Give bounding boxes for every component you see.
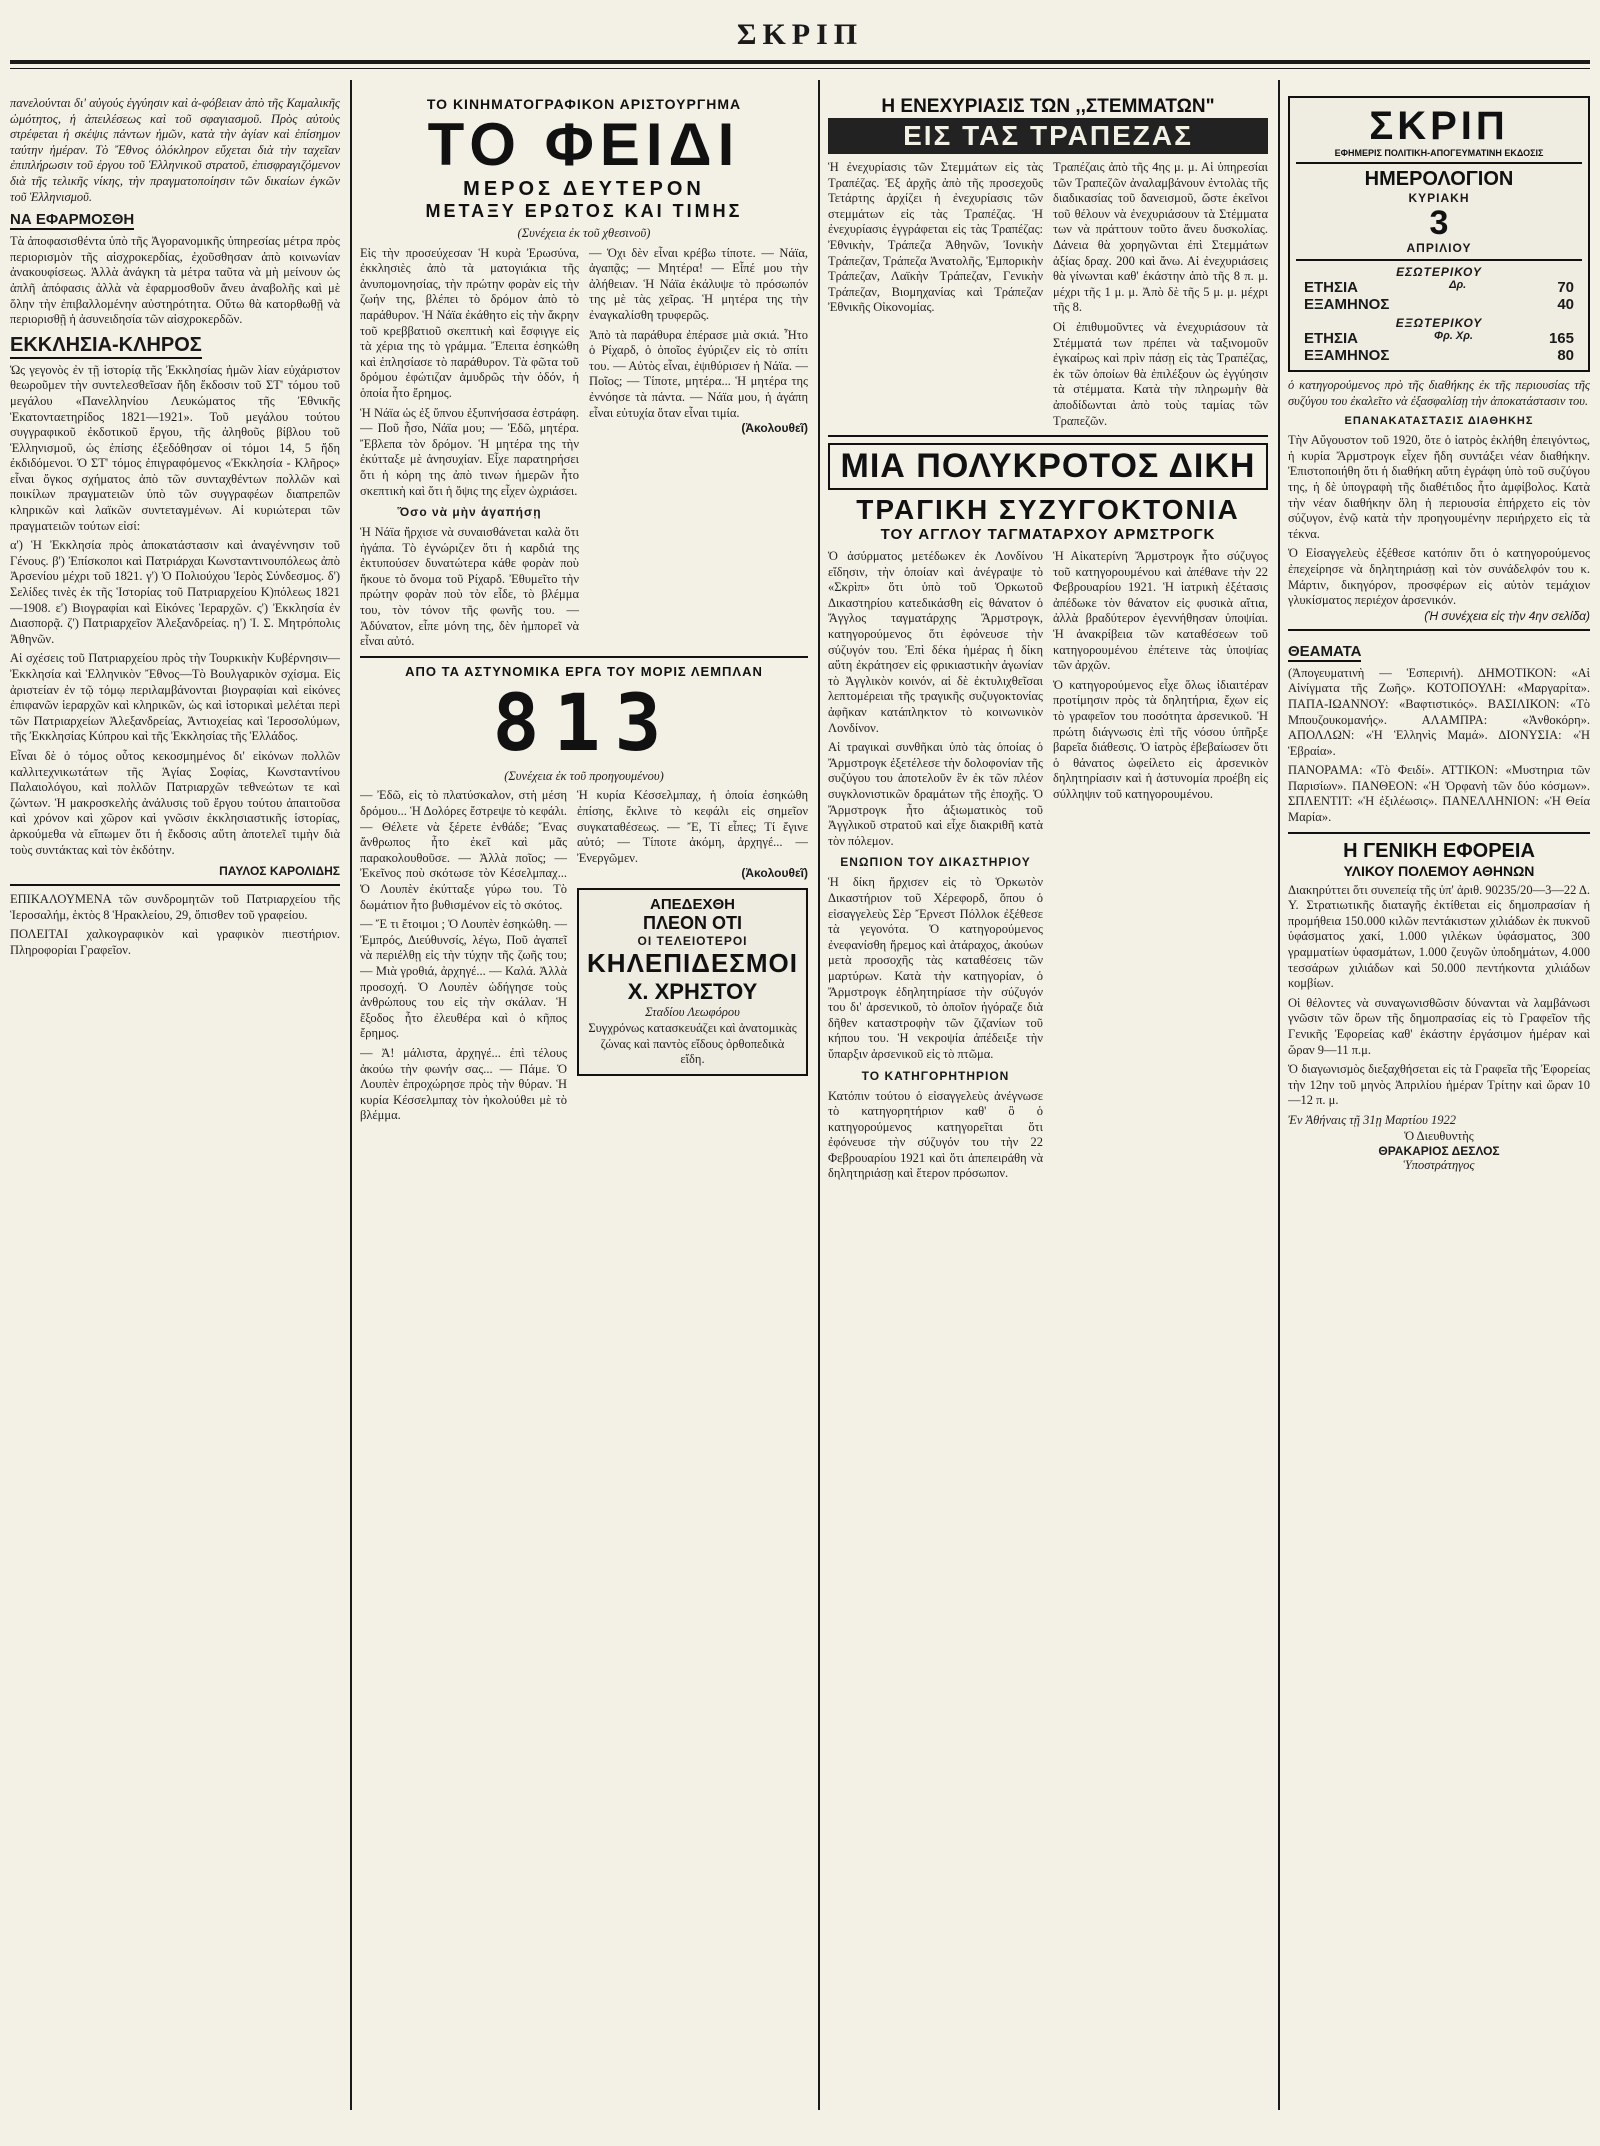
- article-paragraph: Αἱ τραγικαὶ συνθῆκαι ὑπὸ τὰς ὁποίας ὁ Ἄρμστρογκ ἐξετέλεσε τὴν δολοφονίαν τῆς συζύγου του ἀποτελοῦν ἓν ἐκ τῶν πλέον συγκλονιστικῶν δραμάτων τῆς ἐποχῆς. Ὁ Ἄρμστρογκ ἦτο ἀξιωματικὸς τοῦ Ἀγγλικοῦ στρατοῦ καὶ εἶχε διακριθῆ κατὰ τὸν πόλεμον.: [828, 740, 1043, 848]
- divider: [10, 884, 340, 886]
- serial-paragraph: — Ἀ! μάλιστα, ἀρχηγέ... ἐπὶ τέλους ἀκούω τὴν φωνήν σας... — Πάμε. Ὁ Λουπὲν ἐπροχώρησε πρὸς τὴν θύραν. Ἡ κυρία Κέσσελμπαχ τὸν ἠκολούθει μὲ τὸ βλέμμα.: [360, 1045, 568, 1123]
- masthead-rule-thin: [10, 68, 1590, 69]
- serial-continued: (Ἀκολουθεῖ): [741, 866, 808, 881]
- calendar-title: ΗΜΕΡΟΛΟΓΙΟΝ: [1364, 168, 1514, 190]
- rate-value: 80: [1557, 347, 1574, 364]
- rate-currency: Δρ.: [1449, 279, 1467, 291]
- cinema-listings: ΠΑΝΟΡΑΜΑ: «Τὸ Φειδί». ΑΤΤΙΚΟΝ: «Μυστηρια τῶν Παρισίων». ΠΑΝΘΕΟΝ: «Ἡ Ὀρφανὴ τῶν δύο κόσμων». ΣΠΛΕΝΤΙΤ: «Ἡ ἐξιλέωσις». ΠΑΝΕΛΛΗΝΙΟΝ: «Ἡ Θεία Μαρία».: [1288, 763, 1590, 825]
- divider: [1296, 259, 1582, 261]
- theatre-listings: (Ἀπογευματινὴ — Ἑσπερινή). ΔΗΜΟΤΙΚΟΝ: «Αἱ Αἰνίγματα τῆς Ζωῆς». ΚΟΤΟΠΟΥΛΗ: «Μαργαρίτα». ΠΑΠΑ-ΙΩΑΝΝΟΥ: «Βαφτιστικός». ΒΑΣΙΛΙΚΟΝ: «Τὸ Μπουζουκομανής». ΑΛΑΜΠΡΑ: «Ἀνθοκόρη». ΑΠΟΛΛΩΝ: «Ἡ Ἑλληνὶς Μαμά». ΔΙΟΝΥΣΙΑ: «Ἡ Ἑβραία».: [1288, 665, 1590, 758]
- rate-currency: Φρ. Χρ.: [1434, 330, 1473, 342]
- serial-kicker: ΤΟ ΚΙΝΗΜΑΤΟΓΡΑΦΙΚΟΝ ΑΡΙΣΤΟΥΡΓΗΜΑ: [426, 96, 742, 112]
- serial-banner: ΑΠΟ ΤΑ ΑΣΤΥΝΟΜΙΚΑ ΕΡΓΑ ΤΟΥ ΜΟΡΙΣ ΛΕΜΠΛΑΝ: [405, 663, 763, 679]
- serial-paragraph: Ἡ κυρία Κέσσελμπαχ, ἡ ὁποία ἐσηκώθη ἐπίσης, ἔκλινε τὸ κεφάλι εἰς σημεῖον συγκαταθέσεως. — Ἔ, Τί εἶπες; Τί ἔγινε αὐτό; — Τίποτε ἀκόμη, ἀρχηγέ... — Ἐνεργῶμεν.: [577, 788, 808, 865]
- article-paragraph: Τὴν Αὔγουστον τοῦ 1920, ὅτε ὁ ἰατρὸς ἐκλήθη ἐπειγόντως, ἡ κυρία Ἄρμστρογκ εἶχεν ἤδη συντάξει νέαν διαθήκην. Ἐπιστοποιήθη ὅτι ἡ διαθήκη αὕτη ἐγράφη ὑπὸ τοῦ συζύγου της, ἡ δὲ ὑπογραφὴ τῆς διαθέτιδος ἦτο ἀμφίβολος. Κατὰ τὴν νέαν διαθήκην ὅλη ἡ περιουσία ἐπήρχετο εἰς τὸν σύζυγον, ἐνῷ κατὰ τὴν προηγουμένην περιήρχετο εἰς τὰ τέκνα.: [1288, 433, 1590, 541]
- serial-paragraph: Εἰς τὴν προσεύχεσαν Ἡ κυρὰ Ἐρωσύνα, ἐκκλησιὲς ἀπὸ τὰ ματογιάκια τῆς ἀνυπομονησίας, τὴν πρώτην φορὰν εἰς τὴν ζωήν της, βλέπει τὸ δρόμον ἀπὸ τὸ παράθυρον. Ἡ Νάϊα ἐκάθητο εἰς τὴν ἄκρην τοῦ κρεββατιοῦ σκεπτικὴ καὶ ἔσφιγγε εἰς τὰ χέρια της τὸ γράμμα. Ἔπειτα ἐσηκώθη καὶ ἐπλησίασε τὸ παράθυρον. Τὰ φῶτα τοῦ δρόμου ἐφώτιζαν ἀμυδρῶς τὴν ὁδόν, ἡ ὁποία ἦτο ἔρημος.: [360, 245, 579, 400]
- article-subheading: ΤΟ ΚΑΤΗΓΟΡΗΤΗΡΙΟΝ: [861, 1068, 1010, 1083]
- rate-label: ΕΤΗΣΙΑ: [1304, 330, 1359, 347]
- calendar-date: 3: [1429, 204, 1449, 242]
- article-subheading: ΕΠΑΝΑΚΑΤΑΣΤΑΣΙΣ ΔΙΑΘΗΚΗΣ: [1344, 415, 1534, 428]
- serial-continued: (Ἀκολουθεῖ): [741, 421, 808, 436]
- article-paragraph: Κατόπιν τούτου ὁ εἰσαγγελεὺς ἀνέγνωσε τὸ κατηγορητήριον καθ' ὃ ὁ κατηγορούμενος κατηγορεῖται ὅτι ἐφόνευσε τὴν σύζυγόν του τὴν 22 Φεβρουαρίου 1921 καὶ ὅτι ἀπεπειράθη νὰ δηλητηριάσῃ καὶ ἕτερον πρόσωπον.: [828, 1088, 1043, 1181]
- masthead-title: ΣΚΡΙΠ: [736, 18, 864, 51]
- ad-maker: Χ. ΧΡΗΣΤΟΥ: [627, 979, 758, 1005]
- serial-paragraph: — Ἐδῶ, εἰς τὸ πλατύσκαλον, στὴ μέση δρόμου... Ἡ Δολόρες ἔστρεψε τὸ κεφάλι. — Θέλετε νὰ ξέρετε ἐνθάδε; Ἔνας ἄνθρωπος ἦτο ἐκεῖ καὶ μᾶς παρακολουθοῦσε. — Ἀλλὰ ποῖος; — Ἐκεῖνος ποὺ σκότωσε τὸν Κέσελμπαχ... Ὁ Λουπὲν ἐκύτταξε γύρω του. Τὸ δωμάτιον ἦτο βυθισμένον εἰς τὸ σκότος.: [360, 788, 568, 912]
- serial-part: ΜΕΡΟΣ ΔΕΥΤΕΡΟΝ: [463, 178, 705, 200]
- advertisement: [577, 888, 808, 1075]
- paper-subtitle: ΕΦΗΜΕΡΙΣ ΠΟΛΙΤΙΚΗ-ΑΠΟΓΕΥΜΑΤΙΝΗ ΕΚΔΟΣΙΣ: [1334, 148, 1544, 158]
- rate-label: ΕΞΑΜΗΝΟΣ: [1304, 296, 1390, 313]
- section-heading: ΕΚΚΛΗΣΙΑ-ΚΛΗΡΟΣ: [10, 334, 202, 359]
- article-paragraph: Ἡ δίκη ἤρχισεν εἰς τὸ Ὁρκωτὸν Δικαστήριον τοῦ Χέρεφορδ, ὅπου ὁ εἰσαγγελεὺς Σὲρ Ἔρνεστ Πόλλοκ ἐξέθεσε τὰ γεγονότα. Ὁ κατηγορούμενος ἐνεφανίσθη ἤρεμος καὶ ἀτάραχος, ἀκούων μετὰ προσοχῆς τὰς καταθέσεις τῶν μαρτύρων. Κατὰ τὴν κατηγορίαν, ὁ Ἄρμστρογκ ἐδηλητηρίασε τὴν σύζυγόν του δι' ἀρσενικοῦ, τὸ ὁποῖον ἠγόραζε διὰ δῆθεν καταστροφὴν τῶν ζιζανίων τοῦ κήπου του. Ἡ νεκροψία ἀπέδειξε τὴν ὕπαρξιν ἀρσενικοῦ εἰς τὸ πτῶμα.: [828, 875, 1043, 1061]
- subscription-box: [1288, 96, 1590, 372]
- article-paragraph: Τὰ ἀποφασισθέντα ὑπὸ τῆς Ἀγορανομικῆς ὑπηρεσίας μέτρα πρὸς περιορισμὸν τῆς αἰσχροκερδίας, ἐχοῦσθησαν ἀπὸ κοινωνίαν ἀνακουφίσεως. Ἀλλὰ ἀνάγκη τὰ μέτρα ταῦτα νὰ μὴ μείνουν ὡς ἀπλῆ ἀπόφασις ἀλλὰ νὰ ἐφαρμοσθοῦν ἄνευ ἀναβολῆς καὶ μὲ ὅλην τὴν ἐπιβαλλομένην αὐστηρότητα. Οὕτω θὰ κατορθωθῇ νὰ περιορισθῇ ἡ ἀσυνειδησία τῶν αἰσχροκερδῶν.: [10, 234, 340, 327]
- section-heading: ΝΑ ΕΦΑΡΜΟΣΘΗ: [10, 211, 135, 229]
- serial-paragraph: — Ἔ τι ἔτοιμοι ; Ὁ Λουπὲν ἐσηκώθη. — Ἐμπρός, Διεύθυνσίς, λέγω, Ποῦ ἀγαπεῖ νὰ περιέλθῃ εἰς τὴν τύχην τῆς ζωῆς του; — Μιὰ γροθιά, ἀρχηγέ... — Καλά. Ἀλλὰ προσοχή. Ὁ Λουπὲν ὡδήγησε τοὺς ἀνθρώπους του εἰς τὴν σκάλαν. Ἡ ἔξοδος ἦτο ἐλευθέρα καὶ ὁ κῆπος ἔρημος.: [360, 917, 568, 1041]
- rate-row: [1296, 330, 1582, 347]
- article-paragraph: Ὁ ἀσύρματος μετέδωκεν ἐκ Λονδίνου εἴδησιν, τὴν ὁποίαν καὶ ἀνέγραψε τὸ «Σκρὶπ» ὅτι ὑπὸ τοῦ Ὁρκωτοῦ Δικαστηρίου κατεδικάσθη εἰς θάνατον ὁ Ἄγγλος ταγματάρχης Ἄρμστρογκ, κατηγορούμενος ὅτι ἐφόνευσε τὴν σύζυγόν του. Ἐπὶ δέκα ἡμέρας ἡ δίκη αὕτη ἐκράτησεν εἰς φρικιαστικὴν ἀγωνίαν τὸ Ἀγγλικὸν κοινόν, αἱ δὲ ἐκτυλιχθεῖσαι λεπτομέρειαι τῆς τραγικῆς συζυγοκτονίας ἀφῆκαν κατάπληκτον τὸ κοινωνικὸν Λονδίνον.: [828, 549, 1043, 735]
- notice-signatory-rank: Ὑποστράτηγος: [1403, 1158, 1475, 1173]
- serial-number-title: 813: [492, 678, 676, 769]
- trial-subheadline: ΤΟΥ ΑΓΓΛΟΥ ΤΑΓΜΑΤΑΡΧΟΥ ΑΡΜΣΤΡΟΓΚ: [880, 526, 1216, 544]
- serial-title: ΤΟ ΦΕΙΔΙ: [427, 111, 741, 178]
- serial-paragraph: Ἀπὸ τὰ παράθυρα ἐπέρασε μιὰ σκιά. Ἦτο ὁ Ρίχαρδ, ὁ ὁποῖος ἐγύριζεν εἰς τὸ σπίτι του. — Αὐτὸς εἶναι, ἐψιθύρισεν ἡ Νάϊα. — Ποῖος; — Τίποτε, μητέρα... Ἡ μητέρα της ἐννόησε τὰ πάντα. — Νάϊα μου, ἡ ἀγάπη εἶναι εὐτυχία ὅταν εἶναι τιμία.: [589, 327, 808, 420]
- article-paragraph: Αἱ σχέσεις τοῦ Πατριαρχείου πρὸς τὴν Τουρκικὴν Κυβέρνησιν—Ἐκκλησία καὶ Ἑλληνικὸν Ἔθνος—Τὸ Βουλγαρικὸν σχίσμα. Εἰς ἀριστείαν ἐν τῷ τόμῳ περιλαμβάνονται βιογραφίαι καὶ εἰκόνες ἐπιφανῶν ἱεραρχῶν καὶ κληρικῶν, ὡς καὶ ἱστορικαὶ μελέται περὶ τῶν Πατριαρχείων Ἀλεξανδρείας, Ἀντιοχείας καὶ Ἱεροσολύμων, τῆς Ἐκκλησίας Κύπρου καὶ τῆς Ἐκκλησίας τῆς Ἑλλάδος.: [10, 651, 340, 744]
- divider: [828, 435, 1268, 437]
- notice-paragraph: Διακηρύττει ὅτι συνεπείᾳ τῆς ὑπ' ἀριθ. 90235/20—3—22 Δ. Υ. Στρατιωτικῆς διαταγῆς ἐκτίθεται εἰς δημοπρασίαν ἡ προμήθεια 150.000 κιλῶν πεντάκιστων χιλιάδων ἐκ πυκνοῦ ὑφάσματος χακί, 1.000 γιλέκων ὑφάσματος, 300 γραμματίων ὑφασμάτων, 1.000 ζευγῶν ὑποδημάτων, 4.000 τεσσάρων χιλιάδων καὶ 50.000 πεντήκοντα χιλιάδων κομβίων.: [1288, 882, 1590, 991]
- ad-text: Συγχρόνως κατασκευάζει καὶ ἀνατομικὰς ζώνας καὶ παντὸς εἴδους ὀρθοπεδικὰ εἴδη.: [588, 1021, 797, 1067]
- serial-paragraph: Ἡ Νάϊα ὡς ἐξ ὕπνου ἐξυπνήσασα ἐστράφη. — Ποῦ ἦσο, Νάϊα μου; — Ἐδῶ, μητέρα. Ἔβλεπα τὸν δρόμον. Ἡ μητέρα της τὴν ἐκύτταξε μὲ ἀνησυχίαν. Εἶχε παρατηρήσει ὅτι ἡ κόρη της ἀπὸ τινων ἡμερῶν ἦτο σκεπτικὴ καὶ ὅτι ἡ ὄψις της εἶχεν ὠχριάσει.: [360, 405, 579, 498]
- article-paragraph: α') Ἡ Ἐκκλησία πρὸς ἀποκατάστασιν καὶ ἀναγέννησιν τοῦ Γένους. β') Ἐπίσκοποι καὶ Πατριάρχαι Κωνσταντινουπόλεως ἀπὸ Ἀρσενίου μέχρι τοῦ 1821. γ') Ὁ Πολιούχου Ἱερὸς Σύνδεσμος. δ') Σελίδες τινὲς ἐκ τῆς Ἱστορίας τοῦ Πατριαρχείου Κ)πόλεως 1821—1908. ε') Βιογραφίαι καὶ Εἰκόνες Ἱεραρχῶν. ς') Ἐκκλησία ἐν Διασπορᾷ. ζ') Πατριαρχεῖον Ἀλεξανδρείας. η') Ἱ. Σ. Μητρόπολις Ἀθηνῶν.: [10, 538, 340, 646]
- divider: [360, 656, 808, 658]
- column-4: [1288, 96, 1590, 2126]
- serial-paragraph: Ἡ Νάϊα ἤρχισε νὰ συναισθάνεται καλὰ ὅτι ἠγάπα. Τὸ ἐγνώριζεν ὅτι ἡ καρδιά της ἐκτυπούσεν δυνατώτερα κάθε φορὰν ποὺ ἤκουε τὸ ὄνομα τοῦ Ρίχαρδ. Ἐθυμεῖτο τὴν πρώτην φορὰν ποὺ τὸν εἶδε, τὸ βλέμμα του, τὸν τόνον τῆς φωνῆς του. — Ἀδύνατον, εἶπε μόνη της, δὲν ἠμπορεῖ νὰ εἶναι αὐτό.: [360, 525, 579, 649]
- column-divider: [350, 80, 352, 2110]
- notice-title: Η ΓΕΝΙΚΗ ΕΦΟΡΕΙΑ: [1343, 839, 1535, 862]
- rate-value: 165: [1548, 330, 1574, 347]
- column-1: [10, 96, 340, 2126]
- column-divider: [818, 80, 820, 2110]
- notice-signatory-title: Ὁ Διευθυντὴς: [1404, 1128, 1474, 1143]
- article-title: ΕΙΣ ΤΑΣ ΤΡΑΠΕΖΑΣ: [828, 118, 1268, 154]
- divider: [1288, 832, 1590, 834]
- notice-paragraph: Ὁ διαγωνισμὸς διεξαχθήσεται εἰς τὰ Γραφεῖα τῆς Ἐφορείας τὴν 12ην τοῦ μηνὸς Ἀπριλίου ἡμέραν Τρίτην καὶ ὥραν 10—12 π. μ.: [1288, 1062, 1590, 1108]
- column-divider: [1278, 80, 1280, 2110]
- rate-section-title: ΕΣΩΤΕΡΙΚΟΥ: [1396, 265, 1482, 279]
- serial-paragraph: — Ὁχι δὲν εἶναι κρέβω τίποτε. — Νάϊα, ἀγαπᾷς; — Μητέρα! — Εἶπέ μου τὴν ἀλήθειαν. Ἡ Νάϊα ἐκάλυψε τὸ πρόσωπόν της μὲ τὰς χεῖρας. Ἡ μητέρα της τὴν ἐναγκαλίσθη τρυφερῶς.: [589, 245, 808, 322]
- trial-subheadline: ΤΡΑΓΙΚΗ ΣΥΖΥΓΟΚΤΟΝΙΑ: [856, 494, 1240, 526]
- rate-label: ΕΤΗΣΙΑ: [1304, 279, 1359, 296]
- article-paragraph: Ὁ Εἰσαγγελεὺς ἐξέθεσε κατόπιν ὅτι ὁ κατηγορούμενος ἐπεχείρησε νὰ δηλητηριάσῃ καὶ τὸν συνάδελφόν του κ. Μάρτιν, δικηγόρον, προσφέρων εἰς αὐτὸν τεμάχιον γλυκίσματος περιέχον ἀρσενικόν.: [1288, 546, 1590, 608]
- intro-paragraph: πανελούνται δι' αὐγούς ἐγγύησιν καὶ ἀ-φόβειαν ἀπὸ τῆς Καμαλικῆς ὠμότητος, ἡ ἀπειλέσεως καὶ τοῦ σφαγιασμοῦ. Πρὸς αὐτοὺς στρέφεται ἡ σκέψις πάντων ἡμῶν, κατὰ τὴν ἀγίαν καὶ ἐπίσημον ταύτην ἡμέραν. Τὸ Ἔθνος ὁλόκληρον εὔχεται διὰ τὴν ταχεῖαν ἐπιπλήρωσιν τοῦ ἐργου τοῦ Ἑλληνικοῦ στρατοῦ, ἐπισφραγιζόμενον διὰ τῆς τελικῆς νίκης, τὴν πραγματοποίησιν τῶν δικαίων ἐγκῶν τοῦ Ἑλληνισμοῦ.: [10, 96, 340, 204]
- article-paragraph: ὁ κατηγορούμενος πρὸ τῆς διαθήκης ἐκ τῆς περιουσίας τῆς συζύγου του ἐκαλεῖτο νὰ ἐξασφαλίσῃ τὴν ἀποκατάστασιν του.: [1288, 378, 1590, 408]
- rate-section-title: ΕΞΩΤΕΡΙΚΟΥ: [1395, 316, 1483, 330]
- rate-value: 70: [1557, 279, 1574, 296]
- ad-address: Σταδίου Λεωφόρου: [645, 1005, 740, 1020]
- masthead-rule: [10, 60, 1590, 64]
- article-kicker: Η ΕΝΕΧΥΡΙΑΣΙΣ ΤΩΝ ,,ΣΤΕΜΜΑΤΩΝ": [881, 96, 1215, 117]
- rate-row: [1296, 279, 1582, 296]
- article-paragraph: Τραπέζαις ἀπὸ τῆς 4ης μ. μ. Αἱ ὑπηρεσίαι τῶν Τραπεζῶν ἀναλαμβάνουν ἐντολὰς τῆς διαδικασίας τοῦ δανεισμοῦ, ὥστε ἐκεῖνοι τοῦ θέλουν νὰ ἐνεχυριάσουν τὰ Στέμματα των νὰ πράττουν τοῦτο ἄνευ δυσκολίας. Δάνεια θὰ χορηγῶνται ἐπὶ Στεμμάτων ἀξίας δραχ. 200 καὶ ἄνω. Αἱ ἐνεχυριάσεις θὰ γίνωνται καθ' ἑκάστην ἀπὸ τῆς 8 π. μ. μέχρι τῆς 1 μ. μ. Ἀπὸ δὲ τῆς 5 μ. μ. μέχρι τῆς 8.: [1053, 160, 1268, 315]
- serial-subtitle: ΜΕΤΑΞΥ ΕΡΩΤΟΣ ΚΑΙ ΤΙΜΗΣ: [425, 201, 743, 221]
- continuation-note: (Ἡ συνέχεια εἰς τὴν 4ην σελίδα): [1424, 608, 1590, 623]
- article-paragraph: Οἱ ἐπιθυμοῦντες νὰ ἐνεχυριάσουν τὰ Στέμματά των πρέπει νὰ ταξινομοῦν ἐγκαίρως καὶ πρὶν πάσῃ εἰς τὰς Τραπέζας, ἐκ τῶν ὁποίων θὰ ἐπιλέξουν ὡς ἐγγύησιν τὰ στέμματα. Κατὰ τὴν πληρωμὴν θὰ ἀποδίδωνται ἀπὸ τοὺς ταμίας τῶν Τραπεζῶν.: [1053, 319, 1268, 428]
- calendar-month: ΑΠΡΙΛΙΟΥ: [1406, 241, 1472, 255]
- rate-label: ΕΞΑΜΗΝΟΣ: [1304, 347, 1390, 364]
- article-paragraph: Εἶναι δὲ ὁ τόμος οὗτος κεκοσμημένος δι' εἰκόνων πολλῶν καλλιτεχνικωτάτων τῆς Ἁγίας Σοφίας, Κωνσταντίνου Παλαιολόγου, καὶ πολλῶν Πατριαρχῶν τεθνεώτων τε καὶ ζώντων. Ἡ μακροσκελὴς ἀνάλυσις τοῦ ἔργου τούτου ἀπαιτοῦσα καὶ χρόνον καὶ χῶρον καὶ γνῶσιν ἐκκλησιαστικῆς ἱστορίας, ἀρκούμεθα νὰ εἴπωμεν ὅτι ἡ ἔκδοσις αὕτη ἀποτελεῖ τιμὴν διὰ τοὺς συντάκτας καὶ τὸν ἐκδότην.: [10, 748, 340, 857]
- notice-paragraph: Οἱ θέλοντες νὰ συναγωνισθῶσιν δύνανται νὰ λαμβάνωσι γνῶσιν τῶν ὅρων τῆς δημοπρασίας εἰς τὸ Γραφεῖον τῆς Γενικῆς Ἐφορείας καθ' ἑκάστην ἐργάσιμον ἡμέραν καὶ ὥραν 9—11 π.μ.: [1288, 995, 1590, 1057]
- trial-headline: ΜΙΑ ΠΟΛΥΚΡΟΤΟΣ ΔΙΚΗ: [828, 443, 1268, 490]
- article-paragraph: Ὁ κατηγορούμενος εἶχε ὅλως ἰδιαιτέραν προτίμησιν πρὸς τὰ δηλητήρια, ἔχων εἰς τὸ γραφεῖον του ποσότητα ἀρσενικοῦ. Ἡ πρώτη διάγνωσις ἐπὶ τῆς νόσου ὑπῆρξε βαρεῖα διάθεσις. Ὁ ἰατρὸς ἐβεβαίωσεν ὅτι ὁ θάνατος ὠφείλετο εἰς ἀρσενικὸν δηλητηρίασιν καὶ ἡ ἀστυνομία προέβη εἰς σύλληψιν τοῦ κατηγορουμένου.: [1053, 677, 1268, 801]
- notice-signatory-name: ΘΡΑΚΑΡΙΟΣ ΔΕΣΛΟΣ: [1378, 1144, 1500, 1159]
- article-paragraph: Ὡς γεγονὸς ἐν τῇ ἱστορίᾳ τῆς Ἐκκλησίας ἡμῶν λίαν εὐχάριστον θεωροῦμεν τὴν συντελεσθεῖσαν ἤδη ἔκδοσιν τοῦ ΣΤ' τόμου τοῦ μεγάλου «Πανελληνίου Λευκώματος τῆς Ἐθνικῆς Ἑκατονταετηρίδος 1821—1921». Τοῦ μεγάλου τούτου συγγραφικοῦ ἐκδοτικοῦ ἔργου, τῆς ἀληθοῦς βίβλου τοῦ Ἑλληνισμοῦ, ὡς ἐπίσης ἐξεδόθησαν οἱ τόμοι 14, 5 ἤδη ἐκδιδόμενοι. Ὁ ΣΤ' τόμος ἐπιγραφόμενος «Ἐκκλησία - Κλῆρος» εἶναι ὄγκος σχήματος ἀπὸ τῶν συνταχθέντων πολλῶν καὶ ποικίλων πραγματειῶν ὑπὸ τῶν συγγραφέων διαπρεπῶν κληρικῶν καὶ λαϊκῶν συντεταγμένων. Αἱ κυριώτεραι τῶν πραγματειῶν τούτων εἰσί:: [10, 362, 340, 533]
- calendar-day: ΚΥΡΙΑΚΗ: [1408, 191, 1470, 205]
- continuation-note: (Συνέχεια ἐκ τοῦ προηγουμένου): [504, 768, 664, 783]
- article-subheading: ΕΝΩΠΙΟΝ ΤΟΥ ΔΙΚΑΣΤΗΡΙΟΥ: [840, 855, 1031, 870]
- notice-subtitle: ΥΛΙΚΟΥ ΠΟΛΕΜΟΥ ΑΘΗΝΩΝ: [1343, 862, 1535, 879]
- rate-row: [1296, 347, 1582, 364]
- serial-subheading: Ὅσο νὰ μὴν ἀγαπήσῃ: [397, 505, 542, 520]
- divider: [1296, 162, 1582, 164]
- article-paragraph: Ἡ ἐνεχυρίασις τῶν Στεμμάτων εἰς τὰς Τραπέζας. Ἐξ ἀρχῆς ἀπὸ τῆς προσεχοῦς Τετάρτης ἀρχίζει ἡ ἐνεχυρίασις τῶν στεμμάτων εἰς τὰς Τραπέζας. Ἡ ἐνεχυρίασις ἐγγράφεται εἰς τὰς Τραπέζας: Ἐθνικὴν, Τράπεζα Ἀθηνῶν, Ἰονικὴν Τράπεζαν, Τράπεζα Ἀνατολῆς, Ἐμπορικὴν Τράπεζαν, Λαϊκὴν Τράπεζαν, Γενικὴν Τράπεζαν, Βιομηχανίας καὶ Τράπεζαν Ἐθνικῆς Οἰκονομίας.: [828, 160, 1043, 315]
- classified-notice: ΕΠΙΚΑΛΟΥΜΕΝΑ τῶν συνδρομητῶν τοῦ Πατριαρχείου τῆς Ἱεροσαλήμ, ἑκτὸς 8 Ἡρακλείου, 29, ὄπισθεν τοῦ γραφείου.: [10, 892, 340, 922]
- classified-notice: ΠΟΛΕΙΤΑΙ χαλκογραφικὸν καὶ γραφικὸν πιεστήριον. Πληροφορίαι Γραφεῖον.: [10, 927, 340, 957]
- divider: [1288, 629, 1590, 631]
- paper-name: ΣΚΡΙΠ: [1369, 104, 1509, 148]
- continuation-note: (Συνέχεια ἐκ τοῦ χθεσινοῦ): [517, 226, 651, 240]
- ad-product: ΚΗΛΕΠΙΔΕΣΜΟΙ: [587, 948, 798, 979]
- ad-heading: ΑΠΕΔΕΧΘΗ: [650, 896, 735, 914]
- column-2: [360, 96, 808, 2126]
- article-paragraph: Ἡ Αἰκατερίνη Ἄρμστρογκ ἦτο σύζυγος τοῦ κατηγορουμένου καὶ ἀπέθανε τὴν 22 Φεβρουαρίου 1921. Ἡ ἰατρικὴ ἐξέτασις ἀπέδωκε τὸν θάνατον εἰς φυσικὰ αἴτια, ἀλλὰ βραδύτερον ἐγεννήθησαν ὑποψίαι. Ἡ ἀνακρίβεια τῶν καταθέσεων τοῦ κατηγορουμένου ἐπέτεινε τὰς ὑποψίας τῶν ἀρχῶν.: [1053, 549, 1268, 673]
- section-heading: ΘΕΑΜΑΤΑ: [1288, 642, 1362, 660]
- rate-row: [1296, 296, 1582, 313]
- author-signature: ΠΑΥΛΟΣ ΚΑΡΟΛΙΔΗΣ: [219, 864, 340, 879]
- notice-date: Ἐν Ἀθήναις τῇ 31ῃ Μαρτίου 1922: [1288, 1112, 1456, 1127]
- ad-line: ΟΙ ΤΕΛΕΙΟΤΕΡΟΙ: [637, 934, 748, 949]
- rate-value: 40: [1557, 296, 1574, 313]
- column-3: [828, 96, 1268, 2126]
- ad-subheading: ΠΛΕΟΝ ΟΤΙ: [643, 913, 743, 934]
